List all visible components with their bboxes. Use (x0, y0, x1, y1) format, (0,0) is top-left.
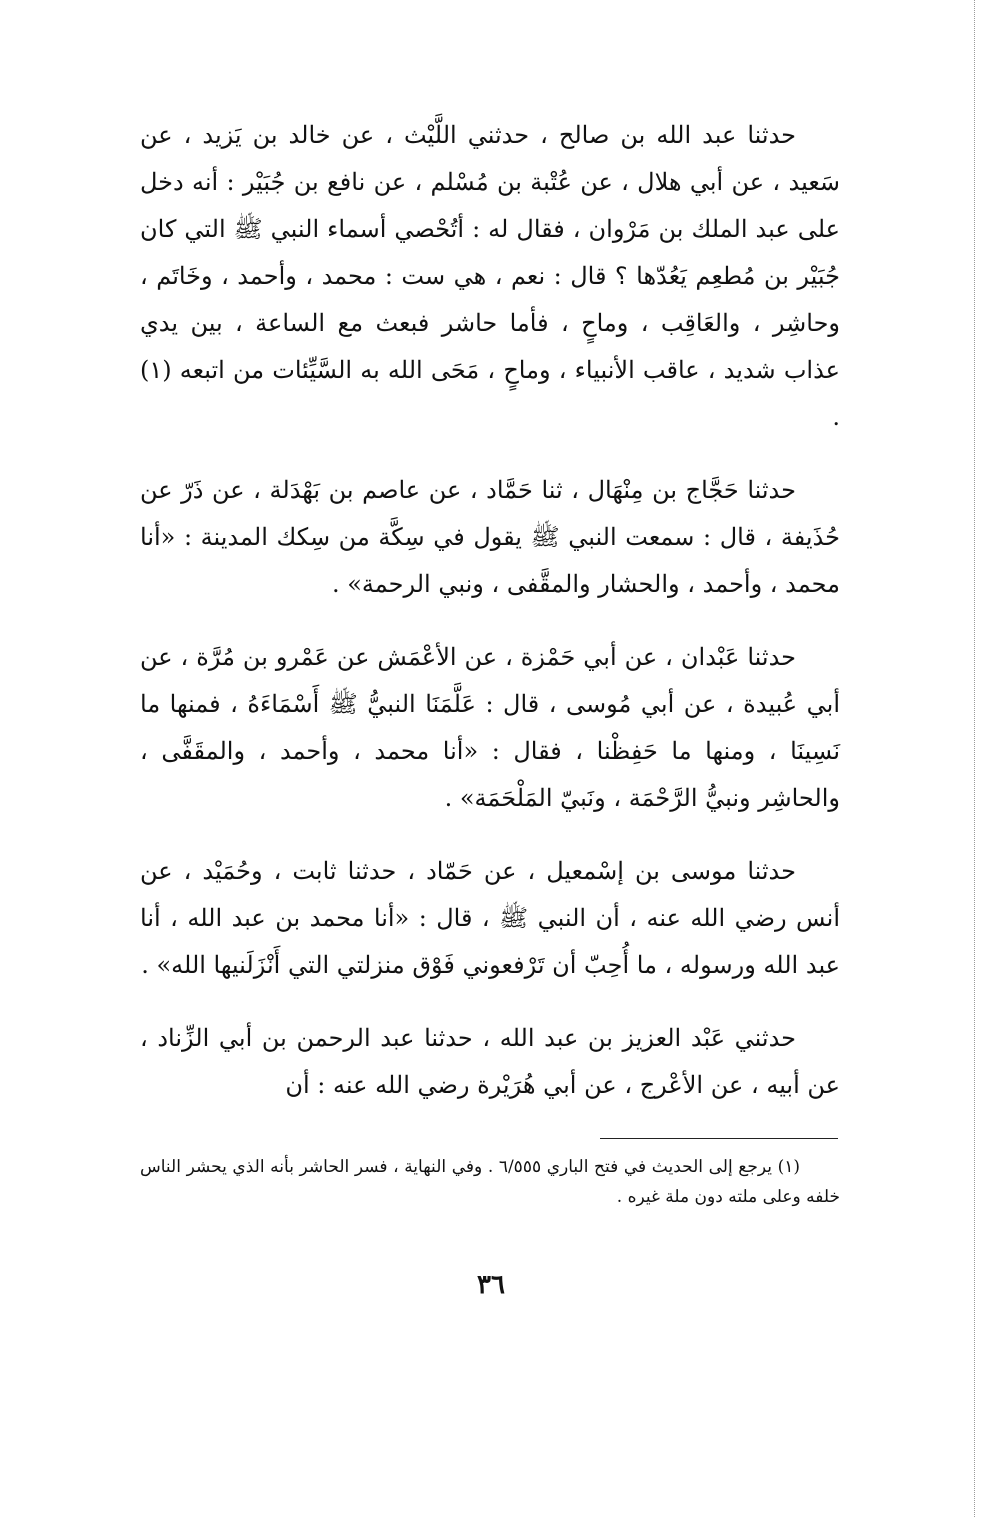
paragraph-5: حدثني عَبْد العزيز بن عبد الله ، حدثنا عبد الرحمن بن أبي الزِّناد ، عن أبيه ، عن الأعْرج ، عن أبي هُرَيْرة رضي الله عنه : أن (140, 1024, 840, 1099)
paragraph-2: حدثنا حَجَّاج بن مِنْهَال ، ثنا حَمَّاد ، عن عاصم بن بَهْدَلة ، عن ذَرّ عن حُذَيفة ، قال : سمعت النبي ﷺ يقول في سِكَّة من سِكك المدينة : «أنا محمد ، وأحمد ، والحشار والمقَّفى ، ونبي الرحمة» . (140, 476, 840, 598)
paragraph-1: حدثنا عبد الله بن صالح ، حدثني اللَّيْث ، عن خالد بن يَزيد ، عن سَعيد ، عن أبي هلال ، عن عُتْبة بن مُسْلم ، عن نافع بن جُبَيْر : أنه دخل على عبد الملك بن مَرْوان ، فقال له : أتُحْصي أسماء النبي ﷺ التي كان جُبَيْر بن مُطعِم يَعُدّها ؟ قال : نعم ، هي ست : محمد ، وأحمد ، وخَاتَم ، وحاشِر ، والعَاقِب ، وماحٍ ، فأما حاشر فبعث مع الساعة ، بين يدي عذاب شديد ، عاقب الأنبياء ، وماحٍ ، مَحَى الله به السَّيِّئات من اتبعه (١) . (140, 121, 840, 431)
paragraph-4: حدثنا موسى بن إسْمعيل ، عن حَمّاد ، حدثنا ثابت ، وحُمَيْد ، عن أنس رضي الله عنه ، أن النبي ﷺ ، قال : «أنا محمد بن عبد الله ، أنا عبد الله ورسوله ، ما أُحِبّ أن تَرْفعوني فَوْق منزلتي التي أَنْزَلَنيها الله» . (140, 857, 840, 979)
main-text (140, 112, 840, 1135)
paragraph-3: حدثنا عَبْدان ، عن أبي حَمْزة ، عن الأعْمَش عن عَمْرو بن مُرَّة ، عن أبي عُبيدة ، عن أبي مُوسى ، قال : عَلَّمَنَا النبيُّ ﷺ أَسْمَاءَهُ ، فمنها ما نَسِينَا ، ومنها ما حَفِظْنا ، فقال : «أنا محمد ، وأحمد ، والمقَفَّى ، والحاشِر ونبيُّ الرَّحْمَة ، ونَبيّ المَلْحَمَة» . (140, 643, 840, 812)
scan-edge-line (974, 0, 975, 1517)
footnote: (١) يرجع إلى الحديث في فتح الباري ٦/٥٥٥ . وفي النهاية ، فسر الحاشر بأنه الذي يحشر الناس خلفه وعلى ملته دون ملة غيره . (140, 1157, 840, 1207)
page-number: ٣٦ (477, 1270, 505, 1300)
footnote-separator (600, 1138, 838, 1139)
